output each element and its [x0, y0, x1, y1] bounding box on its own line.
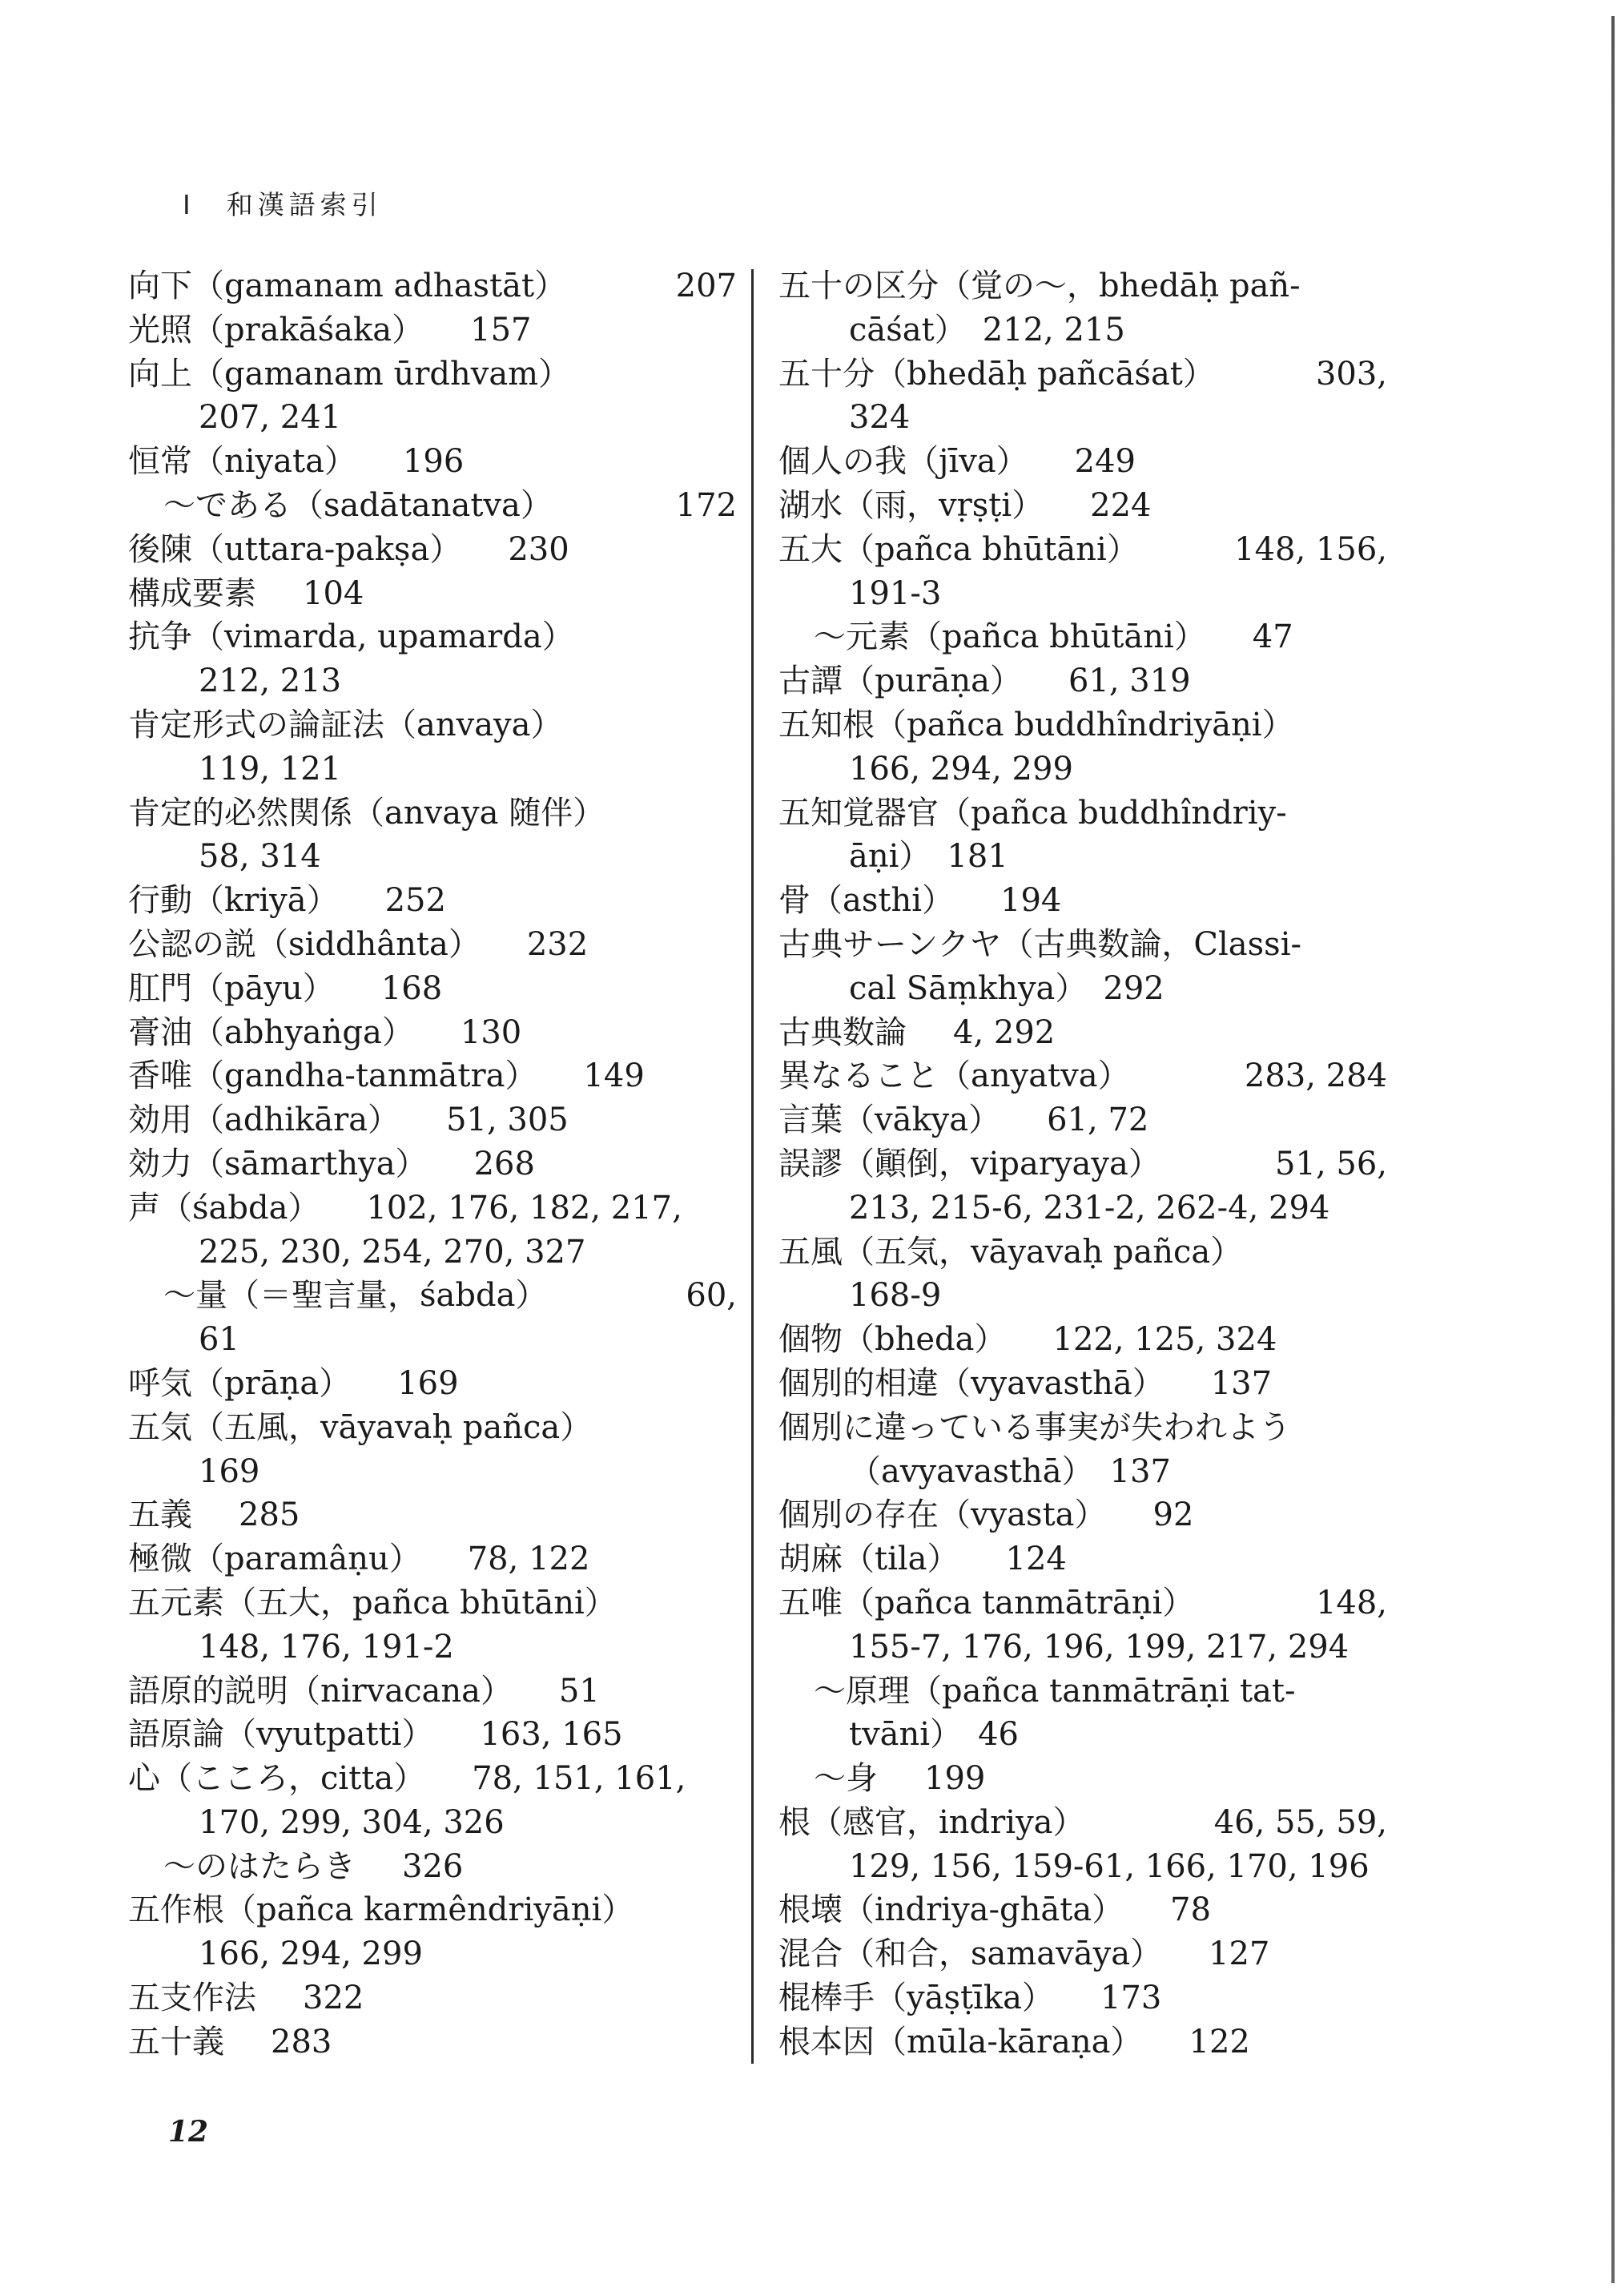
index-term: 五唯（pañca tanmātrāṇi）	[778, 1584, 1195, 1621]
index-pages: 326	[402, 1847, 464, 1885]
index-term: 169	[199, 1452, 260, 1490]
index-term: 個物（bheda）	[778, 1321, 1007, 1359]
index-pages: 61, 72	[1047, 1102, 1149, 1139]
index-pages: 4, 292	[953, 1013, 1056, 1051]
index-pages: 157	[470, 311, 532, 348]
index-term: tvāni） 46	[849, 1716, 1019, 1754]
index-entry	[128, 1362, 737, 1406]
index-entry	[778, 792, 1387, 836]
index-term: 五知覚器官（pañca buddhîndriy-	[778, 794, 1287, 832]
index-term: 五十義	[128, 2023, 224, 2060]
index-entry	[128, 1757, 737, 1801]
index-pages: 268	[473, 1145, 535, 1182]
column-divider	[751, 269, 754, 2064]
index-pages: 92	[1152, 1496, 1194, 1534]
index-entry	[128, 528, 737, 572]
index-pages: 46, 55, 59,	[1213, 1803, 1387, 1841]
index-term: 〜のはたらき	[163, 1847, 356, 1885]
index-entry	[128, 352, 737, 397]
index-entry	[778, 1888, 1387, 1932]
index-term: 五十分（bhedāḥ pañcāśat）	[778, 355, 1215, 393]
index-entry	[778, 1801, 1387, 1845]
index-term: cāśat） 212, 215	[849, 311, 1125, 348]
index-pages: 78, 151, 161,	[472, 1760, 686, 1798]
index-pages: 104	[303, 574, 364, 612]
index-term: 膏油（abhyaṅga）	[128, 1013, 414, 1051]
index-term: 根壊（indriya-ghāta）	[778, 1891, 1124, 1929]
index-term: 向上（gamanam ūrdhvam）	[128, 355, 571, 393]
index-entry	[778, 659, 1387, 703]
index-entry	[778, 703, 1387, 747]
index-entry	[128, 396, 737, 440]
index-term: 心（こころ，citta）	[128, 1760, 426, 1798]
index-entry	[128, 1713, 737, 1757]
index-entry	[778, 1450, 1387, 1494]
index-entry	[778, 396, 1387, 440]
index-entry	[778, 1318, 1387, 1362]
index-term: 効力（sāmarthya）	[128, 1145, 428, 1182]
index-entry	[128, 308, 737, 352]
index-pages: 252	[384, 882, 446, 920]
index-term: 129, 156, 159-61, 166, 170, 196	[849, 1847, 1370, 1885]
index-term: 212, 213	[199, 663, 342, 700]
index-term: 〜原理（pañca tanmātrāṇi tat-	[814, 1672, 1296, 1710]
index-term: 148, 176, 191-2	[199, 1628, 454, 1666]
index-term: 155-7, 176, 196, 199, 217, 294	[849, 1628, 1349, 1666]
index-term: 170, 299, 304, 326	[199, 1803, 505, 1841]
index-pages: 148,	[1315, 1584, 1387, 1621]
index-pages: 127	[1209, 1935, 1270, 1973]
index-term: 呼気（prāṇa）	[128, 1364, 352, 1402]
page-number: 12	[168, 2115, 209, 2149]
index-term: 構成要素	[128, 574, 256, 612]
index-entry	[778, 747, 1387, 792]
index-term: 肯定形式の論証法（anvaya）	[128, 706, 563, 743]
index-entry	[128, 1625, 737, 1670]
index-entry	[778, 615, 1387, 659]
index-pages: 60,	[686, 1277, 737, 1315]
index-entry	[778, 1142, 1387, 1186]
index-pages: 199	[924, 1760, 986, 1798]
index-entry	[128, 1274, 737, 1318]
index-term: 湖水（雨，vṛṣṭi）	[778, 486, 1044, 524]
index-term: 五支作法	[128, 1980, 256, 2017]
index-entry	[128, 1054, 737, 1098]
index-term: 胡麻（tila）	[778, 1541, 959, 1578]
index-entry	[128, 1318, 737, 1362]
index-column-left	[128, 264, 737, 2064]
index-entry	[778, 352, 1387, 397]
index-pages: 124	[1005, 1541, 1067, 1578]
index-term: 166, 294, 299	[849, 750, 1073, 787]
index-term: 行動（kriyā）	[128, 882, 339, 920]
index-term: 棍棒手（yāṣṭīka）	[778, 1980, 1054, 2017]
index-pages: 207	[675, 268, 737, 304]
index-term: 効用（adhikāra）	[128, 1102, 400, 1139]
index-entry	[778, 1231, 1387, 1275]
index-term: 根本因（mūla-kāraṇa）	[778, 2023, 1143, 2060]
index-entry	[778, 1670, 1387, 1714]
index-term: 異なること（anyatva）	[778, 1057, 1130, 1095]
index-pages: 285	[239, 1496, 300, 1534]
page-edge	[1611, 16, 1615, 2283]
index-pages: 169	[397, 1364, 459, 1402]
index-pages: 224	[1090, 486, 1152, 524]
index-term: 香唯（gandha-tanmātra）	[128, 1057, 537, 1095]
index-entry	[128, 2020, 737, 2064]
index-entry	[128, 1231, 737, 1275]
index-term: 抗争（vimarda, upamarda）	[128, 618, 574, 656]
index-term: 恒常（niyata）	[128, 443, 356, 481]
index-entry	[128, 1581, 737, 1625]
index-term: 肛門（pāyu）	[128, 969, 335, 1007]
index-term: 光照（prakāśaka）	[128, 311, 424, 348]
index-term: 根（感官，indriya）	[778, 1803, 1085, 1841]
index-pages: 148, 156,	[1234, 530, 1387, 568]
index-entry	[128, 1537, 737, 1581]
index-term: 119, 121	[199, 750, 342, 787]
index-term: 後陳（uttara-pakṣa）	[128, 530, 462, 568]
index-entry	[128, 615, 737, 659]
index-pages: 194	[1000, 882, 1062, 920]
index-pages: 130	[460, 1013, 522, 1051]
index-term: 向下（gamanam adhastāt）	[128, 268, 567, 304]
index-entry	[128, 659, 737, 703]
index-entry	[778, 1274, 1387, 1318]
index-pages: 78	[1170, 1891, 1212, 1929]
index-entry	[778, 1713, 1387, 1757]
index-term: 〜量（＝聖言量，śabda）	[163, 1277, 548, 1315]
index-term: 五大（pañca bhūtāni）	[778, 530, 1139, 568]
index-entry	[128, 1976, 737, 2020]
index-term: 骨（asthi）	[778, 882, 955, 920]
index-entry	[778, 835, 1387, 879]
index-pages: 283	[271, 2023, 332, 2060]
index-term: 五風（五気，vāyavaḥ pañca）	[778, 1233, 1243, 1271]
index-entry	[778, 308, 1387, 352]
index-term: 324	[849, 399, 911, 437]
index-entry	[778, 1098, 1387, 1142]
index-entry	[128, 1932, 737, 1976]
index-term: 五元素（五大，pañca bhūtāni）	[128, 1584, 617, 1621]
index-entry	[778, 1493, 1387, 1537]
index-term: （avyavasthā） 137	[849, 1452, 1171, 1490]
index-pages: 51, 56,	[1275, 1145, 1387, 1182]
index-entry	[128, 1098, 737, 1142]
index-term: 肯定的必然関係（anvaya 随伴）	[128, 794, 605, 832]
index-term: 個別に違っている事実が失われよう	[778, 1408, 1291, 1446]
index-term: 213, 215-6, 231-2, 262-4, 294	[849, 1189, 1330, 1227]
index-term: 公認の説（siddhânta）	[128, 925, 481, 963]
index-term: 極微（paramâṇu）	[128, 1541, 421, 1578]
index-entry	[128, 1888, 737, 1932]
index-pages: 122	[1189, 2023, 1250, 2060]
index-entry	[778, 1362, 1387, 1406]
index-term: 声（śabda）	[128, 1189, 320, 1227]
index-term: cal Sāṃkhya） 292	[849, 969, 1164, 1007]
index-term: 〜元素（pañca bhūtāni）	[814, 618, 1206, 656]
index-column-right	[778, 264, 1387, 2064]
index-term: 五気（五風，vāyavaḥ pañca）	[128, 1408, 593, 1446]
index-entry	[778, 528, 1387, 572]
index-pages: 322	[303, 1980, 364, 2017]
index-entry	[778, 1625, 1387, 1670]
index-entry	[778, 1406, 1387, 1450]
index-entry	[778, 1054, 1387, 1098]
index-term: 58, 314	[199, 838, 321, 876]
index-term: 語原論（vyutpatti）	[128, 1716, 434, 1754]
index-pages: 61, 319	[1068, 663, 1191, 700]
index-term: 言葉（vākya）	[778, 1102, 1001, 1139]
index-pages: 47	[1252, 618, 1293, 656]
index-term: 五作根（pañca karmêndriyāṇi）	[128, 1891, 634, 1929]
index-entry	[778, 1186, 1387, 1231]
index-entry	[778, 879, 1387, 923]
index-pages: 163, 165	[480, 1716, 623, 1754]
index-term: 五知根（pañca buddhîndriyāṇi）	[778, 706, 1294, 743]
index-entry	[128, 1801, 737, 1845]
index-pages: 249	[1074, 443, 1136, 481]
index-term: 五十の区分（覚の〜，bhedāḥ pañ-	[778, 268, 1301, 304]
index-pages: 122, 125, 324	[1052, 1321, 1277, 1359]
index-pages: 137	[1210, 1364, 1273, 1402]
index-entry	[128, 967, 737, 1011]
index-entry	[778, 923, 1387, 967]
index-term: 〜である（sadātanatva）	[163, 486, 553, 524]
index-entry	[778, 1011, 1387, 1055]
index-entry	[778, 264, 1387, 308]
index-term: 古譚（purāṇa）	[778, 663, 1022, 700]
index-pages: 173	[1100, 1980, 1162, 2017]
index-term: 61	[199, 1321, 239, 1359]
index-pages: 196	[402, 443, 465, 481]
index-term: 166, 294, 299	[199, 1935, 423, 1973]
index-entry	[128, 1186, 737, 1231]
index-entry	[778, 1845, 1387, 1889]
index-entry	[128, 923, 737, 967]
index-entry	[778, 1757, 1387, 1801]
index-term: āṇi） 181	[849, 838, 1008, 876]
index-entry	[128, 264, 737, 308]
index-entry	[778, 1537, 1387, 1581]
index-term: 五義	[128, 1496, 192, 1534]
index-pages: 172	[675, 486, 737, 524]
index-entry	[128, 747, 737, 792]
index-term: 古典数論	[778, 1013, 907, 1051]
index-entry	[778, 1581, 1387, 1625]
index-term: 個人の我（jīva）	[778, 443, 1028, 481]
index-entry	[128, 1142, 737, 1186]
index-pages: 303,	[1315, 355, 1387, 393]
index-term: 個別的相違（vyavasthā）	[778, 1364, 1164, 1402]
index-pages: 283, 284	[1244, 1057, 1387, 1095]
index-pages: 230	[508, 530, 569, 568]
index-pages: 51	[558, 1672, 600, 1710]
index-entry	[778, 967, 1387, 1011]
index-entry	[128, 835, 737, 879]
index-pages: 51, 305	[446, 1102, 569, 1139]
index-entry	[778, 484, 1387, 528]
index-term: 混合（和合，samavāya）	[778, 1935, 1163, 1973]
index-entry	[778, 1976, 1387, 2020]
index-pages: 78, 122	[467, 1541, 590, 1578]
index-entry	[778, 1932, 1387, 1976]
index-term: 207, 241	[199, 399, 342, 437]
index-pages: 168	[380, 969, 443, 1007]
index-entry	[128, 1845, 737, 1889]
index-entry	[128, 792, 737, 836]
index-entry	[128, 440, 737, 484]
index-entry	[128, 1670, 737, 1714]
index-entry	[128, 879, 737, 923]
index-entry	[778, 440, 1387, 484]
index-entry	[128, 1011, 737, 1055]
index-term: 個別の存在（vyasta）	[778, 1496, 1107, 1534]
index-term: 語原的説明（nirvacana）	[128, 1672, 513, 1710]
index-entry	[128, 572, 737, 616]
index-entry	[128, 703, 737, 747]
index-entry	[128, 1406, 737, 1450]
index-entry	[778, 572, 1387, 616]
index-pages: 102, 176, 182, 217,	[366, 1189, 682, 1227]
index-term: 168-9	[849, 1277, 942, 1315]
index-pages: 149	[583, 1057, 645, 1095]
page-header: I 和漢語索引	[183, 189, 383, 220]
index-pages: 232	[526, 925, 589, 963]
index-term: 古典サーンクヤ（古典数論，Classi-	[778, 925, 1302, 963]
index-term: 225, 230, 254, 270, 327	[199, 1233, 586, 1271]
index-entry	[128, 484, 737, 528]
index-term: 誤謬（顚倒，viparyaya）	[778, 1145, 1160, 1182]
index-entry	[778, 2020, 1387, 2064]
index-term: 〜身	[814, 1760, 878, 1798]
index-term: 191-3	[849, 574, 942, 612]
index-entry	[128, 1450, 737, 1494]
index-entry	[128, 1493, 737, 1537]
